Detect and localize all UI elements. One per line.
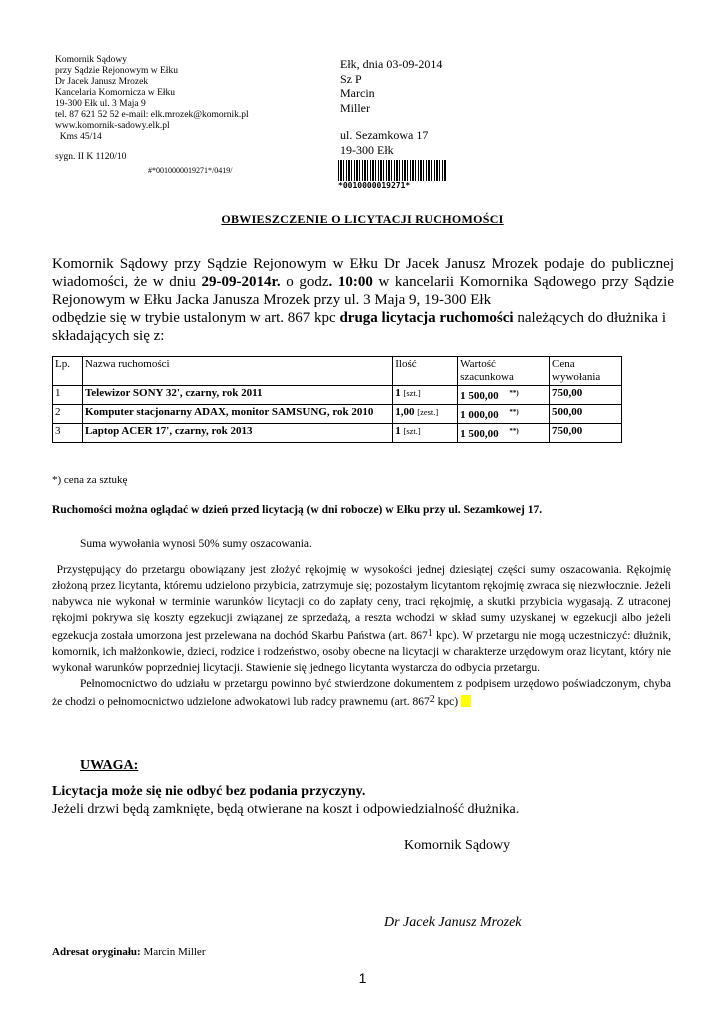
- auction-date: 29-09-2014r.: [201, 274, 281, 290]
- cell-name: Laptop ACER 17', czarny, rok 2013: [82, 424, 392, 443]
- viewing-info: Ruchomości można oglądać w dzień przed licytacją (w dni robocze) w Ełku przy ul. Sezamkowej 17.: [52, 504, 543, 516]
- sender-line: Komornik Sądowy: [55, 55, 128, 65]
- rules-paragraph-power-of-attorney: [52, 676, 671, 710]
- value-amount: 1 500,00: [460, 428, 499, 440]
- intro-paragraph: [52, 255, 674, 345]
- article-superscript: 1: [427, 628, 433, 639]
- barcode-text: *0010000019271*: [338, 181, 411, 190]
- cell-value: [458, 424, 550, 443]
- intro-text: w kancelarii Komornika Sądowego przy Sądzie: [372, 274, 674, 290]
- case-signature: sygn. II K 1120/10: [55, 152, 127, 162]
- warning-cancel: Licytacja może się nie odbyć bez podania przyczyny.: [52, 784, 366, 799]
- qty-unit: [szt.]: [403, 426, 421, 436]
- addressee-label: Adresat oryginału:: [52, 946, 141, 958]
- header-value: [458, 357, 550, 386]
- intro-line: [52, 309, 674, 327]
- signature-name: Dr Jacek Janusz Mrozek: [384, 915, 522, 930]
- header-price: [550, 357, 622, 386]
- qty-unit: [szt.]: [403, 388, 421, 398]
- price-note: *) cena za sztukę: [52, 474, 128, 486]
- barcode: [338, 160, 446, 190]
- value-amount: 1 000,00: [460, 409, 499, 421]
- letter-date: Ełk, dnia 03-09-2014: [340, 57, 443, 71]
- page-number: 1: [358, 970, 367, 986]
- warning-doors: Jeżeli drzwi będą zamknięte, będą otwierane na koszt i odpowiedzialność dłużnika.: [52, 802, 520, 817]
- footnote-mark: **): [509, 389, 519, 397]
- sender-line: Kancelaria Komornicza w Ełku: [55, 88, 176, 98]
- header-qty: Ilość: [393, 357, 458, 386]
- starting-price-info: Suma wywołania wynosi 50% sumy oszacowania.: [80, 538, 312, 550]
- table-row: [53, 386, 622, 405]
- cell-price: 750,00: [550, 424, 622, 443]
- intro-text: wiadomości, że w dniu: [52, 274, 202, 290]
- rules-text: Pełnomocnictwo do udziału w przetargu powinno być stwierdzone dokumentem z podpisem urzędowo poświadczonym, chyba że chodzi o pełnomocnictwo udzielone adwokatowi lub radcy prawnemu (art. 867: [52, 678, 671, 708]
- qty-unit: [zest.]: [417, 407, 439, 417]
- intro-line: Komornik Sądowy przy Sądzie Rejonowym w Ełku Dr Jacek Janusz Mrozek podaje do publicznej: [52, 256, 674, 272]
- rules-text: kpc): [434, 696, 461, 708]
- sender-line: www.komornik-sadowy.elk.pl: [55, 121, 170, 131]
- header-value-line2: szacunkowa: [460, 371, 514, 383]
- intro-line: składających się z:: [52, 328, 165, 344]
- cell-price: 500,00: [550, 405, 622, 424]
- cell-value: [458, 386, 550, 405]
- header-price-line2: wywołania: [552, 371, 601, 383]
- rules-text: kpc). W przetargu nie mogą uczestniczyć: dłużnik, komornik, ich małżonkowie, dzieci, rodzice i rodzeństwo, osoby obecne na licytacji w charakterze urzędowym oraz licytant, który nie wykonał warunków poprzedniej licytacji. Stawienie się jednego licytanta wystarcza do odbycia przetargu.: [52, 630, 671, 674]
- cell-name: Telewizor SONY 32', czarny, rok 2011: [82, 386, 392, 405]
- document-reference: #*0010000019271*/0419/: [148, 166, 233, 175]
- qty-value: 1: [395, 425, 401, 437]
- rules-paragraph-deposit: [52, 562, 674, 676]
- value-amount: 1 500,00: [460, 390, 499, 402]
- cell-value: [458, 405, 550, 424]
- cell-qty: [393, 386, 458, 405]
- recipient-line: Sz P: [340, 71, 362, 86]
- sender-line: tel. 87 621 52 52 e-mail: elk.mrozek@komornik.pl: [55, 110, 249, 120]
- cell-lp: 3: [53, 424, 83, 443]
- table-row: [53, 405, 622, 424]
- cell-qty: [393, 405, 458, 424]
- recipient-city: 19-300 Ełk: [340, 142, 394, 157]
- intro-text: o godz: [280, 274, 329, 290]
- intro-text: należących do dłużnika i: [513, 310, 667, 326]
- header-lp: Lp.: [53, 357, 83, 386]
- cell-lp: 1: [53, 386, 83, 405]
- signature-role: Komornik Sądowy: [404, 838, 511, 853]
- highlight-mark: [461, 695, 471, 707]
- items-table: [52, 356, 622, 443]
- qty-value: 1: [395, 387, 401, 399]
- intro-line: Rejonowym w Ełku Jacka Janusza Mrozek przy ul. 3 Maja 9, 19-300 Ełk: [52, 292, 492, 308]
- recipient-line: Marcin: [340, 86, 375, 100]
- addressee-value: Marcin Miller: [140, 946, 206, 958]
- warning-heading: UWAGA:: [80, 758, 139, 773]
- sender-line: Dr Jacek Janusz Mrozek: [55, 77, 149, 87]
- table-header-row: [53, 357, 622, 386]
- footnote-mark: **): [509, 408, 519, 416]
- recipient-line: Miller: [340, 100, 370, 115]
- header-name: Nazwa ruchomości: [82, 357, 392, 386]
- cell-qty: [393, 424, 458, 443]
- cell-price: 750,00: [550, 386, 622, 405]
- article-superscript: 2: [429, 694, 435, 705]
- header-value-line1: Wartość: [460, 358, 496, 370]
- recipient-block: [340, 57, 442, 157]
- original-addressee: [52, 946, 205, 958]
- header-price-line1: Cena: [552, 358, 575, 370]
- footnote-mark: **): [509, 427, 519, 435]
- cell-name: Komputer stacjonarny ADAX, monitor SAMSUNG, rok 2010: [82, 405, 392, 424]
- table-row: [53, 424, 622, 443]
- cell-lp: 2: [53, 405, 83, 424]
- auction-type: druga licytacja ruchomości: [339, 310, 514, 326]
- intro-line: [52, 273, 674, 291]
- barcode-bars: [338, 160, 446, 181]
- sender-line: przy Sądzie Rejonowym w Ełku: [55, 66, 178, 76]
- auction-time: . 10:00: [328, 274, 373, 290]
- qty-value: 1,00: [395, 406, 415, 418]
- sender-line: 19-300 Ełk ul. 3 Maja 9: [55, 99, 146, 109]
- recipient-street: ul. Sezamkowa 17: [340, 128, 429, 142]
- rules-text: Przystępujący do przetargu obowiązany jest złożyć rękojmię w wysokości jednej dziesiątej części sumy oszacowania. Rękojmię złożoną przez licytanta, któremu udzielono przybicia, zatrzymuje się; pozostałym licytantom rękojmię zwraca się niezwłocznie. Jeżeli nabywca nie wykonał w terminie warunków licytacji co do zapłaty ceny, traci rękojmię, a skutki przybicia wygasają. Z utraconej rękojmi pokrywa się koszty egzekucji związanej ze sprzedażą, a reszta wchodzi w skład sumy uzyskanej w egzekucji albo jeżeli egzekucja została umorzona jest przelewana na dochód Skarbu Państwa (art. 867: [52, 564, 674, 642]
- document-title: OBWIESZCZENIE O LICYTACJI RUCHOMOŚCI: [221, 212, 504, 226]
- auction-rules: [52, 562, 674, 710]
- sender-block: [55, 55, 249, 143]
- intro-text: odbędzie się w trybie ustalonym w art. 867 kpc: [52, 310, 340, 326]
- sender-line: Kms 45/14: [55, 132, 102, 142]
